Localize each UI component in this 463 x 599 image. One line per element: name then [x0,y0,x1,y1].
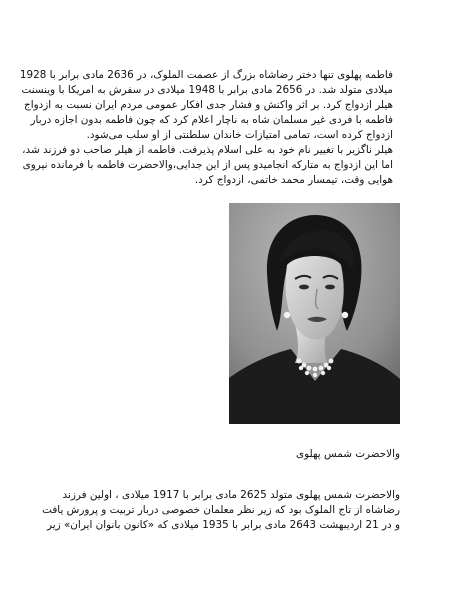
portrait-photo [229,203,400,424]
paragraph-fatemeh-pahlavi [19,68,393,188]
text-line: هوایی وقت، تیمسار محمد خاتمی، ازدواج کرد. [194,174,393,186]
text-line: ازدواج کرده است، تمامی امتیازات خاندان سلطنتی از او سلب می‌شود. [86,129,393,141]
text-line: هیلر ازدواج کرد. بر اثر واکنش و فشار جدی افکار عمومی مردم ایران نسبت به ازدواج [24,99,393,111]
photo-caption: والاحضرت شمس پهلوی [296,448,400,460]
paragraph-shams-pahlavi [42,488,400,533]
text-line: فاطمه پهلوی تنها دختر رضاشاه بزرگ از عصمت الملوک، در 2636 مادی برابر با 1928 [19,69,393,81]
text-line: میلادی متولد شد. در 2656 مادی برابر با 1948 میلادی در سفرش به امریکا با وینسنت [21,84,393,96]
text-line: اما این ازدواج به متارکه انجامیدو پس از این جدایی،والاحضرت فاطمه با فرمانده نیروی [22,159,393,171]
text-line: هیلر ناگزیر با تغییر نام خود به علی اسلام پذیرفت. فاطمه از هیلر صاحب دو فرزند شد، [22,144,393,156]
text-line: والاحضرت شمس پهلوی متولد 2625 مادی برابر با 1917 میلادی ، اولین فرزند [62,489,400,501]
text-line: رضاشاه از تاج الملوک بود که زیر نظر معلمان خصوصی دربار تربیت و پرورش یافت [42,504,400,516]
text-line: و در 21 اردیبهشت 2643 مادی برابر با 1935 میلادی که «کانون بانوان ایران» زیر [47,519,400,531]
portrait-image [229,203,400,424]
text-line: فاطمه با فردی غیر مسلمان شاه به ناچار اعلام کرد که چون فاطمه بدون اجازه دربار [30,114,393,126]
